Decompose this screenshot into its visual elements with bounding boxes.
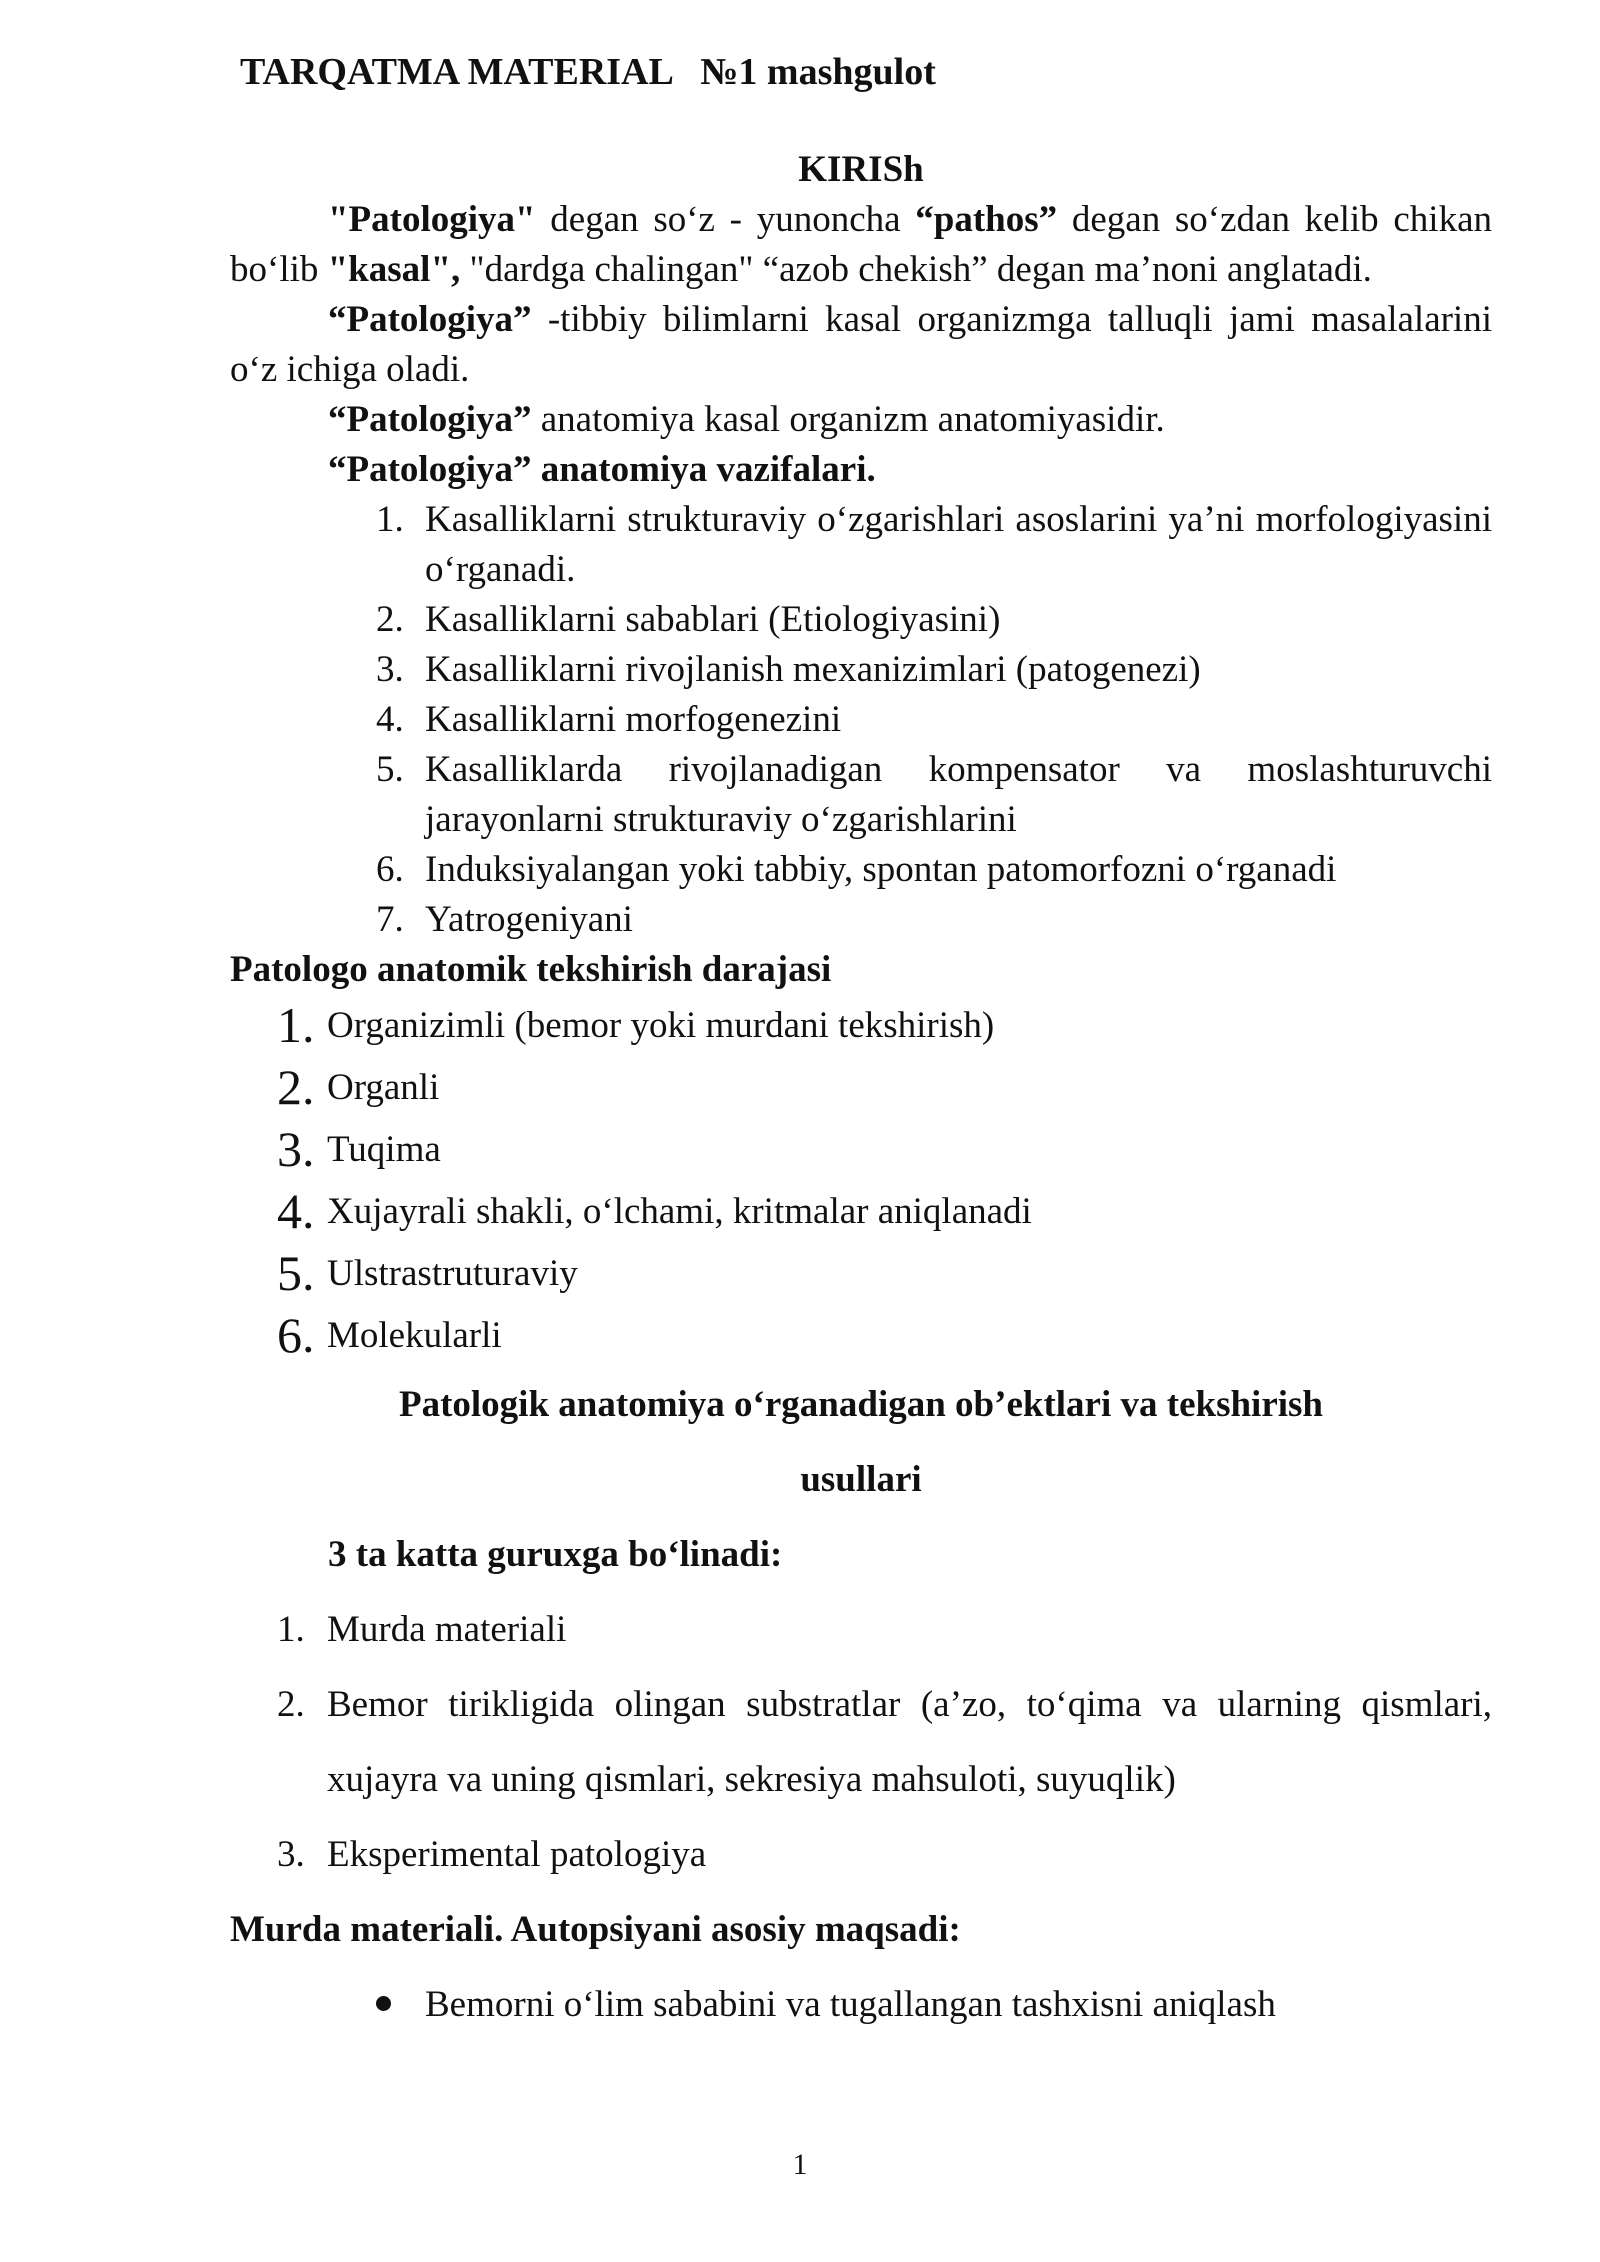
bullet-icon [376, 1996, 391, 2011]
document-body [230, 145, 1492, 2042]
list-item: 3. Kasalliklarni rivojlanish mexanizimlari (patogenezi) [376, 649, 1201, 690]
intro-paragraph-3: “Patologiya” anatomiya kasal organizm anatomiyasidir. [328, 399, 1165, 440]
levels-list [230, 995, 1492, 1367]
list-item: 6. Induksiyalangan yoki tabbiy, spontan patomorfozni o‘rganadi [376, 849, 1337, 890]
document-title: TARQATMA MATERIAL №1 mashgulot [240, 51, 936, 93]
levels-title: Patologo anatomik tekshirish darajasi [230, 949, 832, 990]
list-item: 5. Kasalliklarda rivojlanadigan kompensator va moslashturuvchi jarayonlarni strukturaviy o‘zgarishlarini [376, 749, 1492, 840]
list-item: 2. Kasalliklarni sabablari (Etiologiyasini) [376, 599, 1001, 640]
list-item: 4. Xujayrali shakli, o‘lchami, kritmalar aniqlanadi [277, 1183, 1032, 1239]
list-item: 6. Molekularli [277, 1307, 502, 1363]
groups-list [230, 1592, 1492, 1892]
list-item: 3. Tuqima [277, 1121, 441, 1177]
list-item: Bemorni o‘lim sababini va tugallangan tashxisni aniqlash [230, 1967, 1492, 2042]
list-item: 1. Organizimli (bemor yoki murdani tekshirish) [277, 997, 995, 1053]
list-item: 3. Eksperimental patologiya [277, 1834, 707, 1875]
intro-heading: KIRISh [798, 149, 924, 190]
tasks-title: “Patologiya” anatomiya vazifalari. [328, 449, 876, 490]
list-item: 7. Yatrogeniyani [376, 899, 633, 940]
list-item: 1. Kasalliklarni strukturaviy o‘zgarishlari asoslarini ya’ni morfologiyasini o‘rganadi. [376, 499, 1492, 590]
list-item: 5. Ulstrastruturaviy [277, 1245, 578, 1301]
intro-paragraph-1: "Patologiya" degan so‘z - yunoncha “pathos” degan so‘zdan kelib chikan bo‘lib "kasal", "dardga chalingan" “azob chekish” degan ma’noni anglatadi. [230, 199, 1492, 290]
groups-title: 3 ta katta guruxga bo‘linadi: [328, 1534, 783, 1575]
list-item: 2. Organli [277, 1059, 440, 1115]
list-item: 1. Murda materiali [277, 1609, 567, 1650]
page-number: 1 [792, 2148, 808, 2181]
list-item: 4. Kasalliklarni morfogenezini [376, 699, 842, 740]
autopsy-goals-list [230, 1967, 1492, 2042]
list-item: 2. Bemor tirikligida olingan substratlar (a’zo, to‘qima va ularning qismlari, xujayra va uning qismlari, sekresiya mahsuloti, suyuqlik) [277, 1684, 1492, 1800]
tasks-list [230, 495, 1492, 945]
autopsy-title: Murda materiali. Autopsiyani asosiy maqsadi: [230, 1909, 961, 1950]
objects-title: Patologik anatomiya o‘rganadigan ob’ektlari va tekshirish usullari [398, 1384, 1324, 1500]
intro-paragraph-2: “Patologiya” -tibbiy bilimlarni kasal organizmga talluqli jami masalalarini o‘z ichiga oladi. [230, 299, 1492, 390]
